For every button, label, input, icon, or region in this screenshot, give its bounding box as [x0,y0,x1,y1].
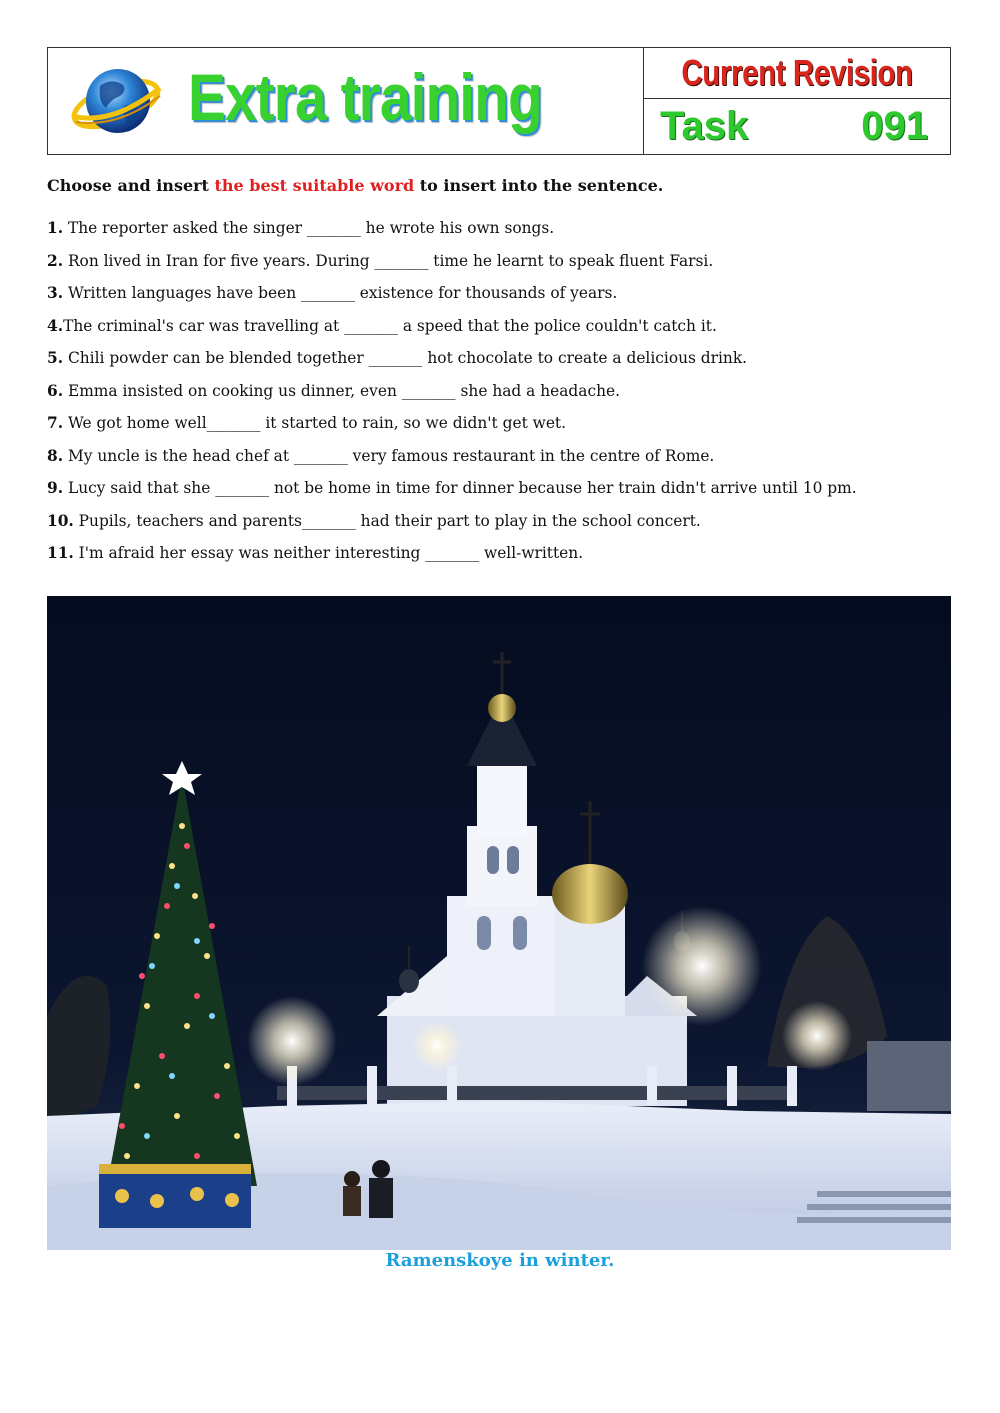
question-text: Written languages have been _______ existence for thousands of years. [63,284,618,302]
brand-banner [48,48,644,154]
revision-label: Current Revision [681,52,913,93]
question-text: My uncle is the head chef at _______ very famous restaurant in the centre of Rome. [63,446,715,465]
instructions [47,176,663,195]
task-info [644,48,950,154]
brand-title: Extra training [188,60,542,134]
question-item [47,281,857,314]
question-text: I'm afraid her essay was neither interesting _______ well-written. [73,544,584,562]
task-label: Task [660,104,749,148]
question-number: 8. [47,446,64,465]
question-list [47,216,857,574]
worksheet-header [47,47,951,155]
revision-cell [644,48,950,99]
question-number: 5. [47,349,64,367]
question-number: 10. [47,511,74,530]
task-cell [644,99,950,154]
globe-icon [66,56,166,146]
question-text: Chili powder can be blended together _______ hot chocolate to create a delicious drink. [63,349,748,367]
task-number: 091 [861,104,928,148]
question-number: 11. [47,544,74,562]
question-item [47,476,857,509]
question-number: 6. [47,381,64,400]
instructions-prefix: Choose and insert [47,176,215,195]
question-text: Ron lived in Iran for five years. During _______ time he learnt to speak fluent Farsi. [63,251,714,270]
question-number: 9. [47,479,64,497]
question-text: Emma insisted on cooking us dinner, even _______ she had a headache. [63,381,620,400]
question-item [47,444,857,477]
question-item [47,541,857,574]
question-item [47,379,857,412]
question-text: Lucy said that she _______ not be home in time for dinner because her train didn't arrive until 10 pm. [63,479,857,497]
question-number: 2. [47,251,64,270]
question-item [47,314,857,347]
instructions-suffix: to insert into the sentence. [414,176,664,195]
question-text: We got home well_______ it started to rain, so we didn't get wet. [63,414,567,432]
question-item [47,249,857,282]
question-item [47,216,857,249]
question-number: 1. [47,219,64,237]
question-number: 4. [47,316,64,335]
question-text: The reporter asked the singer _______ he wrote his own songs. [63,219,555,237]
photo-caption: Ramenskoye in winter. [385,1250,615,1271]
question-item [47,509,857,542]
instructions-highlight: the best suitable word [214,176,415,195]
winter-church-photo [47,596,951,1250]
question-item [47,411,857,444]
question-number: 7. [47,414,64,432]
question-number: 3. [47,284,64,302]
question-item [47,346,857,379]
question-text: Pupils, teachers and parents_______ had their part to play in the school concert. [73,511,701,530]
question-text: The criminal's car was travelling at _______ a speed that the police couldn't catch it. [63,316,717,335]
